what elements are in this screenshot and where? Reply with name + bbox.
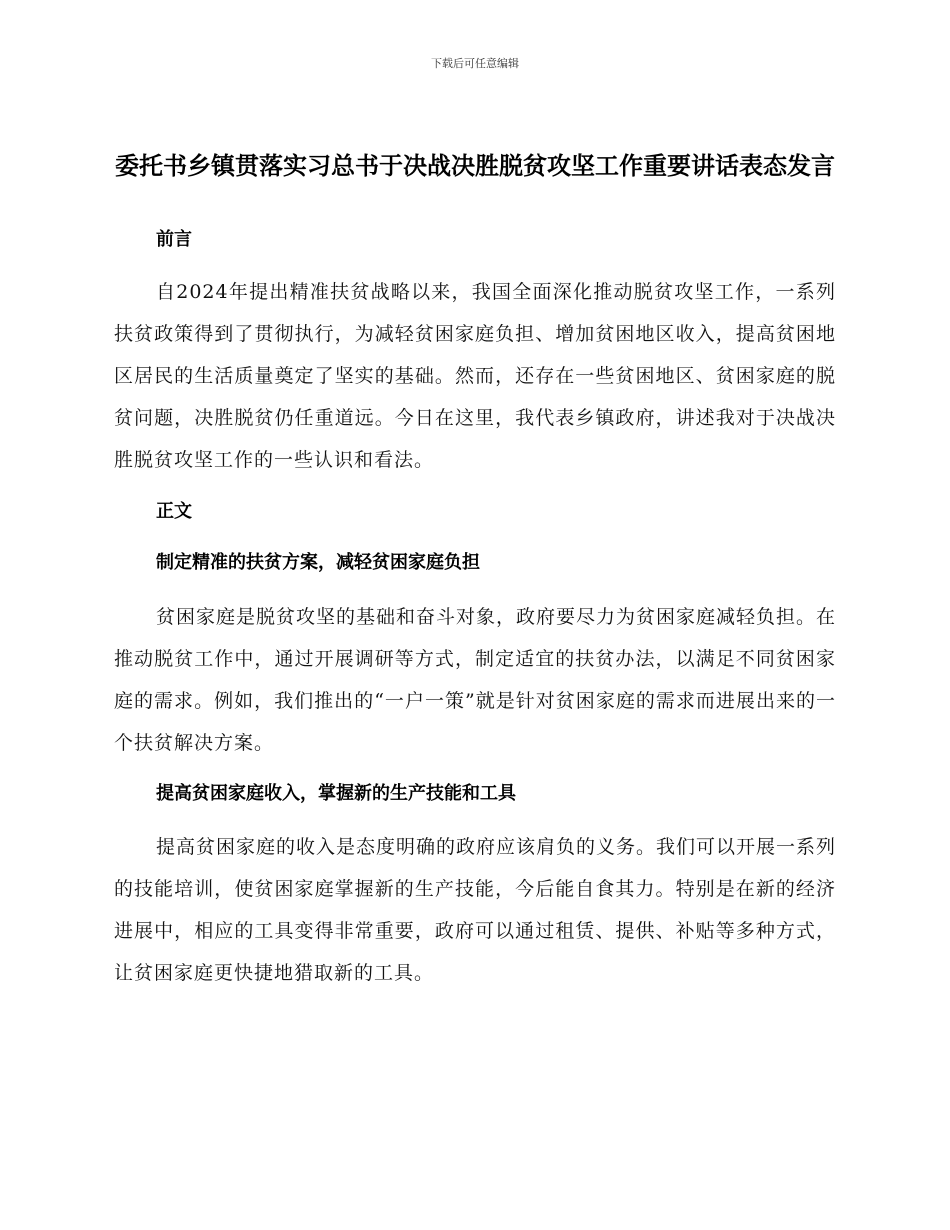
subsection-2-heading-block [114,780,836,808]
subsection-1-heading-block [114,549,836,577]
subsection-1-paragraph-block [114,596,836,764]
subsection-1-heading: 制定精准的扶贫方案，减轻贫困家庭负担 [156,552,480,573]
preface-heading: 前言 [156,229,192,250]
subsection-2-paragraph-block [114,826,836,994]
body-heading: 正文 [156,501,192,522]
preface-paragraph-block [114,271,836,481]
preface-heading-block [114,226,836,254]
preface-paragraph: 自2024年提出精准扶贫战略以来，我国全面深化推动脱贫攻坚工作，一系列扶贫政策得到了贯彻执行，为减轻贫困家庭负担、增加贫困地区收入，提高贫困地区居民的生活质量奠定了坚实的基础。然而，还存在一些贫困地区、贫困家庭的脱贫问题，决胜脱贫仍任重道远。今日在这里，我代表乡镇政府，讲述我对于决战决胜脱贫攻坚工作的一些认识和看法。 [114,281,836,471]
subsection-1-paragraph: 贫困家庭是脱贫攻坚的基础和奋斗对象，政府要尽力为贫困家庭减轻负担。在推动脱贫工作中，通过开展调研等方式，制定适宜的扶贫办法，以满足不同贫困家庭的需求。例如，我们推出的“一户一策”就是针对贫困家庭的需求而进展出来的一个扶贫解决方案。 [114,606,837,754]
header-note: 下载后可任意编辑 [431,57,519,70]
subsection-2-heading: 提高贫困家庭收入，掌握新的生产技能和工具 [156,783,516,804]
document-title: 委托书乡镇贯落实习总书于决战决胜脱贫攻坚工作重要讲话表态发言 [115,152,835,180]
subsection-2-paragraph: 提高贫困家庭的收入是态度明确的政府应该肩负的义务。我们可以开展一系列的技能培训，使贫困家庭掌握新的生产技能，今后能自食其力。特别是在新的经济进展中，相应的工具变得非常重要，政府可以通过租赁、提供、补贴等多种方式，让贫困家庭更快捷地猎取新的工具。 [114,836,837,984]
body-heading-block [114,498,836,526]
